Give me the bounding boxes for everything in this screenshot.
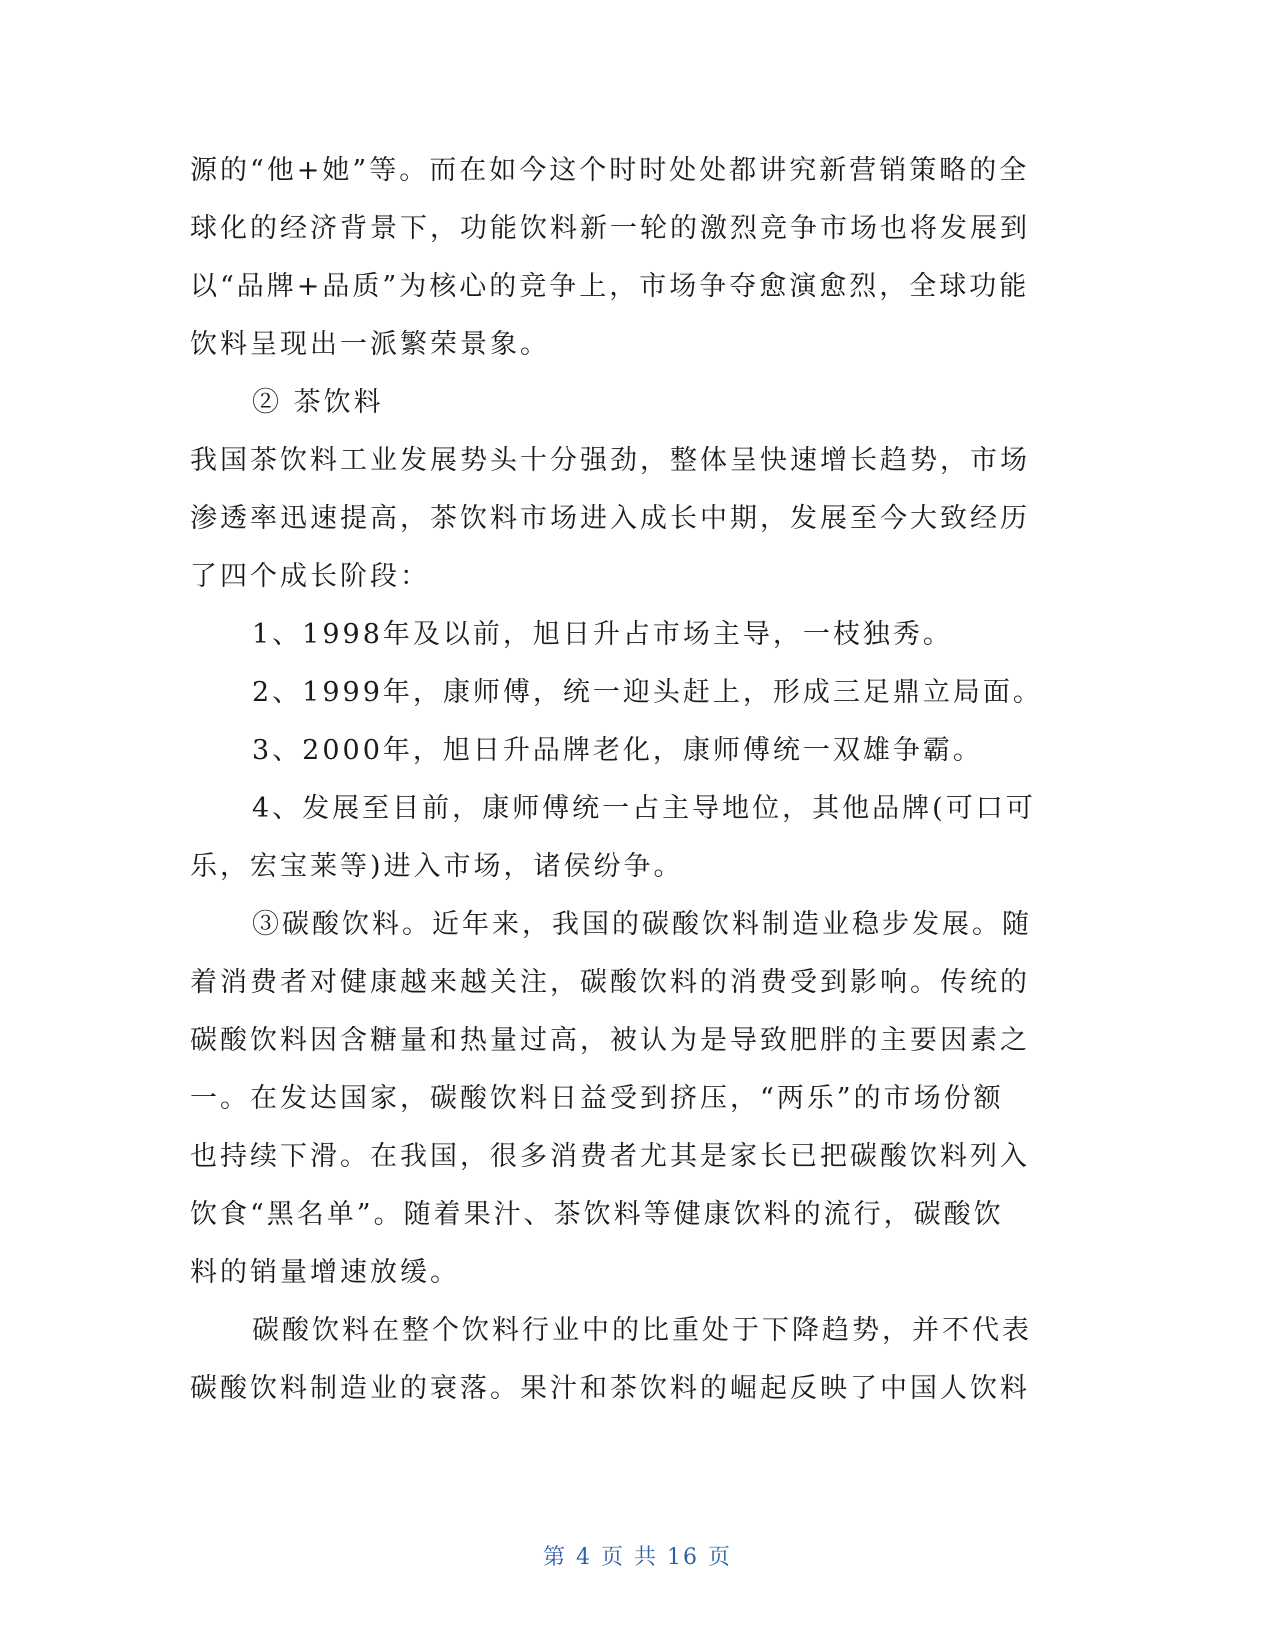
- list-item-stage-2: [190, 664, 1070, 722]
- text-line: ③碳酸饮料。近年来，我国的碳酸饮料制造业稳步发展。随: [252, 909, 1032, 940]
- text-line: 一。在发达国家，碳酸饮料日益受到挤压，“两乐”的市场份额: [190, 1083, 1004, 1114]
- paragraph-functional-drinks-continuation: [190, 142, 1070, 374]
- page-number-footer: 第 4 页 共 16 页: [543, 1545, 732, 1570]
- text-line: 碳酸饮料在整个饮料行业中的比重处于下降趋势，并不代表: [252, 1315, 1032, 1346]
- text-line: 饮食“黑名单”。随着果汁、茶饮料等健康饮料的流行，碳酸饮: [190, 1199, 1004, 1230]
- section-heading-tea-drinks: [190, 374, 1070, 432]
- text-line: 乐，宏宝莱等)进入市场，诸侯纷争。: [190, 851, 684, 882]
- text-line: 了四个成长阶段：: [190, 561, 430, 592]
- paragraph-tea-drinks-intro: [190, 432, 1070, 606]
- text-line: 2、1999年，康师傅，统一迎头赶上，形成三足鼎立局面。: [252, 677, 1043, 708]
- text-line: 饮料呈现出一派繁荣景象。: [190, 329, 550, 360]
- text-line: 着消费者对健康越来越关注，碳酸饮料的消费受到影响。传统的: [190, 967, 1030, 998]
- document-body: [190, 142, 1070, 1418]
- list-item-stage-3: [190, 722, 1070, 780]
- paragraph-carbonated-drinks: [190, 896, 1070, 1302]
- paragraph-carbonated-share: [190, 1302, 1070, 1418]
- text-line: 也持续下滑。在我国，很多消费者尤其是家长已把碳酸饮料列入: [190, 1141, 1030, 1172]
- text-line: 碳酸饮料制造业的衰落。果汁和茶饮料的崛起反映了中国人饮料: [190, 1373, 1030, 1404]
- text-line: 碳酸饮料因含糖量和热量过高，被认为是导致肥胖的主要因素之: [190, 1025, 1030, 1056]
- text-line: 渗透率迅速提高，茶饮料市场进入成长中期，发展至今大致经历: [190, 503, 1030, 534]
- text-line: 料的销量增速放缓。: [190, 1257, 460, 1288]
- text-line: 1、1998年及以前，旭日升占市场主导，一枝独秀。: [252, 619, 953, 650]
- text-line: ② 茶饮料: [252, 387, 384, 418]
- text-line: 球化的经济背景下，功能饮料新一轮的激烈竞争市场也将发展到: [190, 213, 1030, 244]
- text-line: 我国茶饮料工业发展势头十分强劲，整体呈快速增长趋势，市场: [190, 445, 1030, 476]
- list-item-stage-1: [190, 606, 1070, 664]
- text-line: 4、发展至目前，康师傅统一占主导地位，其他品牌(可口可: [252, 793, 1036, 824]
- list-item-stage-4: [190, 780, 1070, 896]
- text-line: 以“品牌+品质”为核心的竞争上，市场争夺愈演愈烈，全球功能: [190, 271, 1030, 302]
- text-line: 源的“他+她”等。而在如今这个时时处处都讲究新营销策略的全: [190, 155, 1030, 186]
- text-line: 3、2000年，旭日升品牌老化，康师傅统一双雄争霸。: [252, 735, 983, 766]
